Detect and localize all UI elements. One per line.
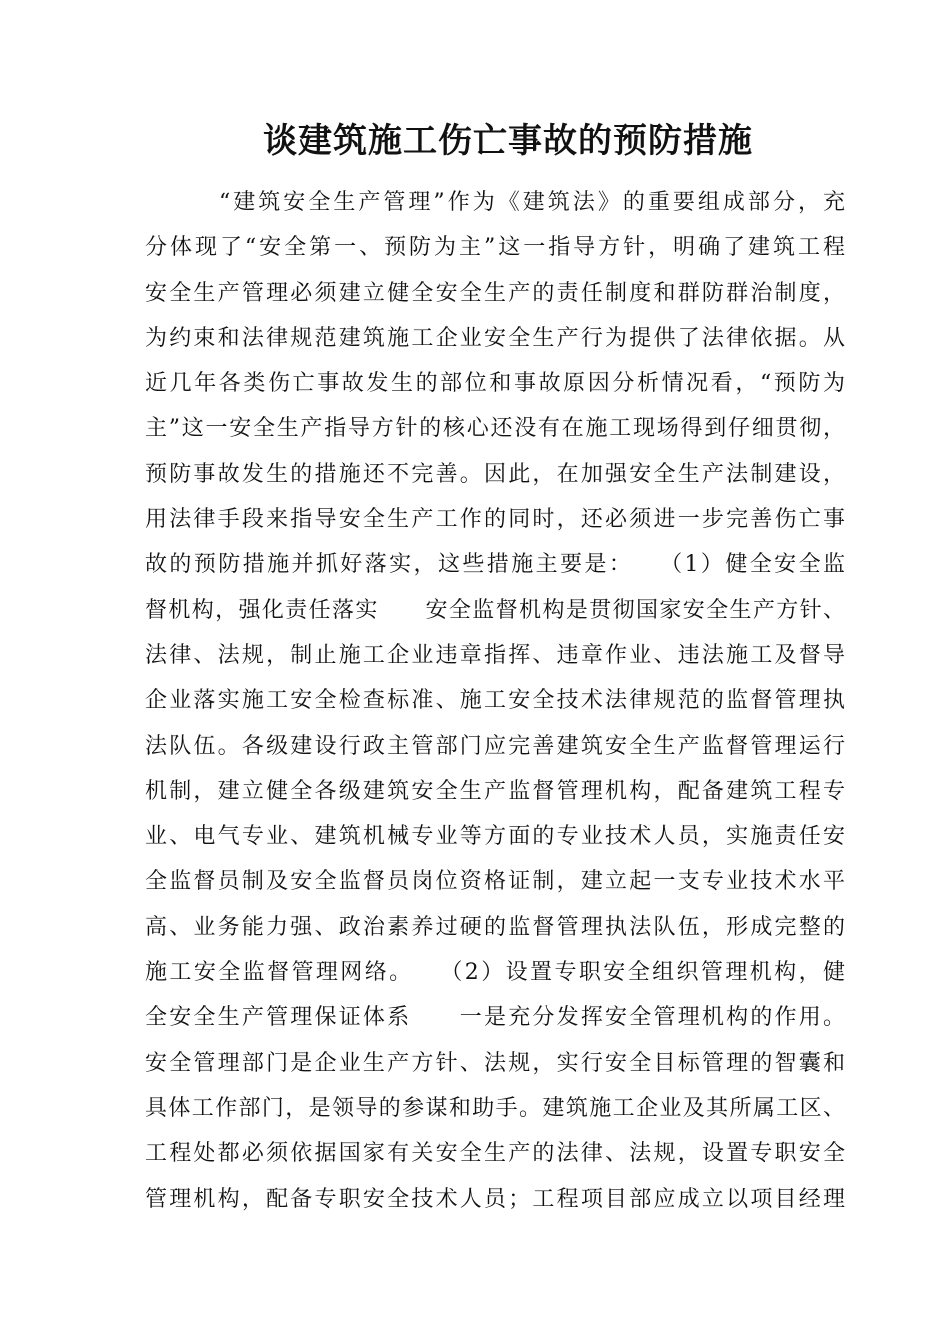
body-line: 工程处都必须依据国家有关安全生产的法律、法规，设置专职安全	[145, 1141, 845, 1167]
body-line: 用法律手段来指导安全生产工作的同时，还必须进一步完善伤亡事	[145, 507, 845, 533]
body-line: 全监督员制及安全监督员岗位资格证制，建立起一支专业技术水平	[145, 869, 845, 895]
body-line: “建筑安全生产管理”作为《建筑法》的重要组成部分，充	[219, 190, 845, 215]
body-line: 管理机构，配备专职安全技术人员；工程项目部应成立以项目经理	[145, 1186, 845, 1212]
body-line: 企业落实施工安全检查标准、施工安全技术法律规范的监督管理执	[145, 688, 845, 714]
body-line: 业、电气专业、建筑机械专业等方面的专业技术人员，实施责任安	[145, 824, 845, 850]
body-line: 高、业务能力强、政治素养过硬的监督管理执法队伍，形成完整的	[145, 914, 845, 940]
body-line: 安全生产管理必须建立健全安全生产的责任制度和群防群治制度，	[145, 280, 845, 306]
body-line: 近几年各类伤亡事故发生的部位和事故原因分析情况看，“预防为	[145, 371, 845, 397]
body-line: 督机构，强化责任落实 安全监督机构是贯彻国家安全生产方针、	[145, 597, 845, 623]
document-body	[145, 184, 845, 1226]
body-line: 具体工作部门，是领导的参谋和助手。建筑施工企业及其所属工区、	[145, 1095, 845, 1121]
body-line: 全安全生产管理保证体系 一是充分发挥安全管理机构的作用。	[145, 1005, 845, 1031]
body-line: 法队伍。各级建设行政主管部门应完善建筑安全生产监督管理运行	[145, 733, 845, 759]
body-line: 主”这一安全生产指导方针的核心还没有在施工现场得到仔细贯彻，	[145, 416, 845, 442]
document-title: 谈建筑施工伤亡事故的预防措施	[263, 121, 753, 161]
body-line: 分体现了“安全第一、预防为主”这一指导方针，明确了建筑工程	[145, 235, 845, 261]
body-line: 安全管理部门是企业生产方针、法规，实行安全目标管理的智囊和	[145, 1050, 845, 1076]
body-line: 法律、法规，制止施工企业违章指挥、违章作业、违法施工及督导	[145, 642, 845, 668]
body-line: 为约束和法律规范建筑施工企业安全生产行为提供了法律依据。从	[145, 325, 845, 351]
body-line: 预防事故发生的措施还不完善。因此，在加强安全生产法制建设，	[145, 461, 845, 487]
body-line: 施工安全监督管理网络。 （2）设置专职安全组织管理机构，健	[145, 960, 845, 986]
body-line: 故的预防措施并抓好落实，这些措施主要是： （1）健全安全监	[145, 552, 845, 578]
body-line: 机制，建立健全各级建筑安全生产监督管理机构，配备建筑工程专	[145, 778, 845, 804]
